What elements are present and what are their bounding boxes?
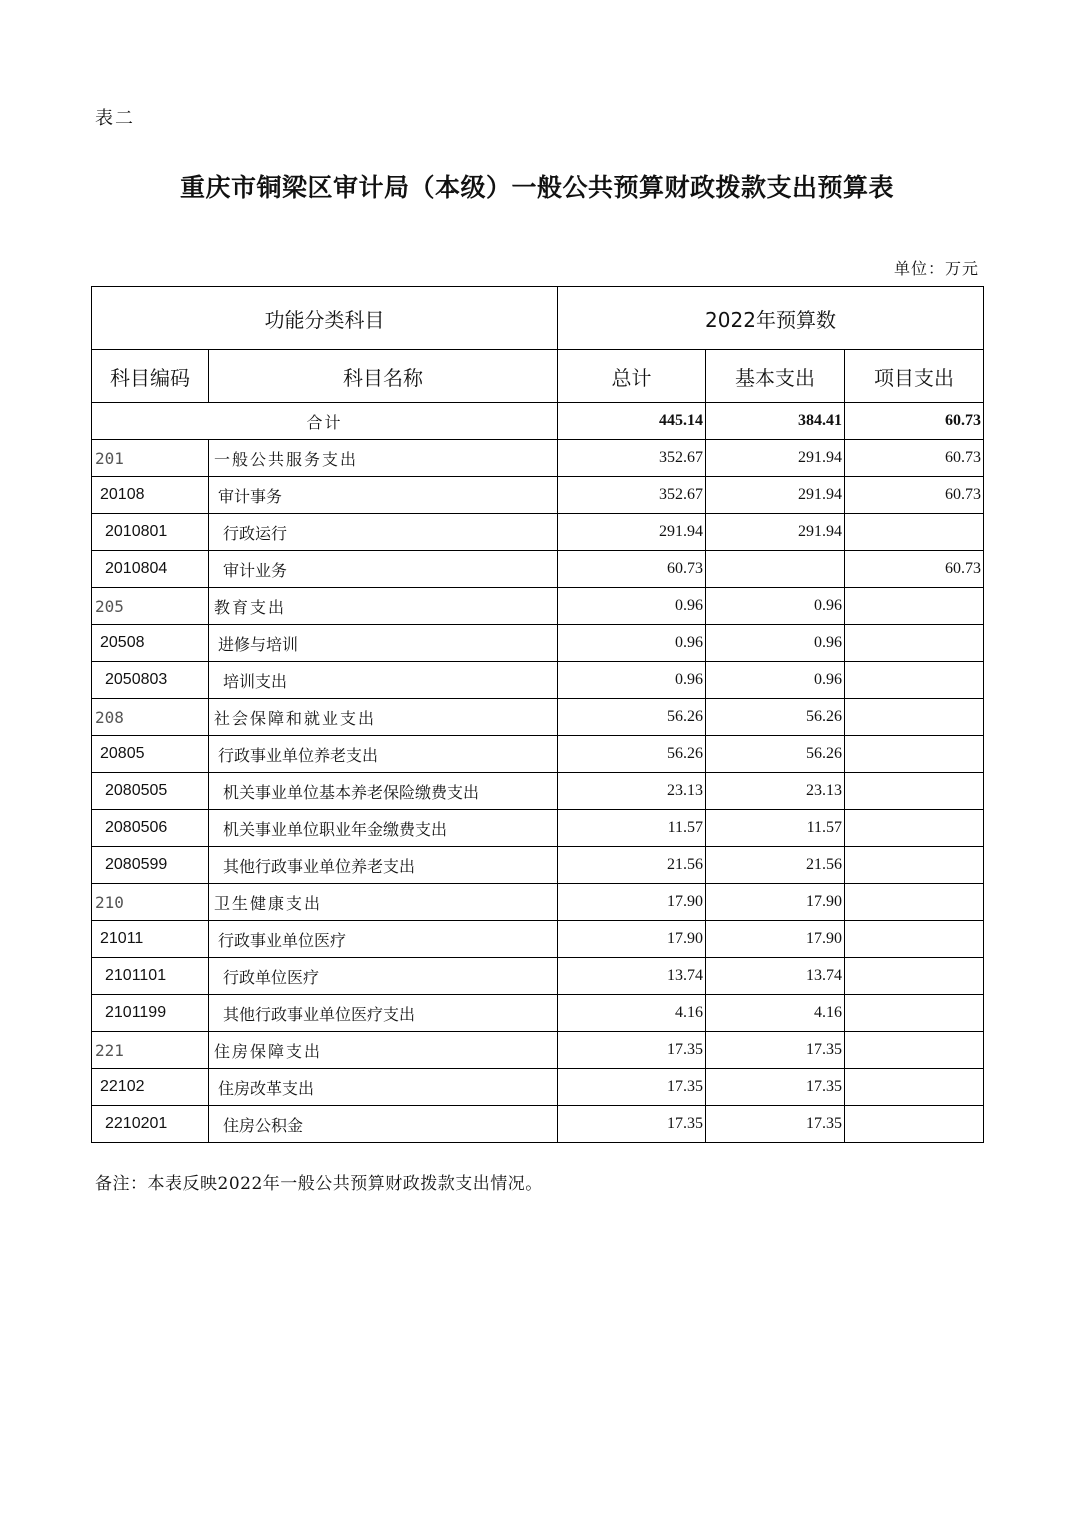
row-basic [706,551,845,588]
row-project: 60.73 [845,477,984,514]
row-project [845,995,984,1032]
row-total: 17.35 [558,1032,706,1069]
row-project [845,773,984,810]
row-basic: 21.56 [706,847,845,884]
budget-table [91,286,984,1143]
row-total: 17.35 [558,1106,706,1143]
row-basic: 291.94 [706,514,845,551]
row-basic: 17.35 [706,1032,845,1069]
row-code: 2210201 [92,1106,209,1143]
row-name: 机关事业单位职业年金缴费支出 [209,810,558,847]
footnote: 备注：本表反映2022年一般公共预算财政拨款支出情况。 [95,1174,543,1194]
row-basic: 17.90 [706,921,845,958]
header-code: 科目编码 [92,350,209,403]
row-project [845,810,984,847]
row-name: 其他行政事业单位养老支出 [209,847,558,884]
header-row-group [92,287,984,350]
row-total: 17.35 [558,1069,706,1106]
row-name: 一般公共服务支出 [209,440,558,477]
total-label: 合计 [92,403,558,440]
row-code: 2080599 [92,847,209,884]
table-row [92,736,984,773]
row-project [845,699,984,736]
row-name: 行政单位医疗 [209,958,558,995]
row-total: 291.94 [558,514,706,551]
row-total: 23.13 [558,773,706,810]
table-row [92,810,984,847]
row-code: 22102 [92,1069,209,1106]
row-name: 培训支出 [209,662,558,699]
row-code: 2010804 [92,551,209,588]
row-name: 审计事务 [209,477,558,514]
row-basic: 11.57 [706,810,845,847]
table-row [92,1032,984,1069]
row-project [845,847,984,884]
row-name: 行政事业单位养老支出 [209,736,558,773]
total-row [92,403,984,440]
table-row [92,958,984,995]
row-basic: 0.96 [706,588,845,625]
row-code: 20508 [92,625,209,662]
table-row [92,588,984,625]
row-total: 0.96 [558,662,706,699]
row-total: 17.90 [558,921,706,958]
table-row [92,477,984,514]
row-total: 0.96 [558,625,706,662]
table-row [92,514,984,551]
row-total: 352.67 [558,477,706,514]
row-total: 56.26 [558,699,706,736]
row-basic: 4.16 [706,995,845,1032]
total-sum: 445.14 [558,403,706,440]
table-row [92,773,984,810]
row-project [845,1069,984,1106]
table-row [92,1106,984,1143]
row-code: 20108 [92,477,209,514]
row-total: 352.67 [558,440,706,477]
row-basic: 291.94 [706,477,845,514]
row-project [845,884,984,921]
row-project [845,1106,984,1143]
row-code: 201 [92,440,209,477]
row-code: 2080505 [92,773,209,810]
table-row [92,662,984,699]
table-row [92,1069,984,1106]
header-project: 项目支出 [845,350,984,403]
row-name: 教育支出 [209,588,558,625]
row-name: 机关事业单位基本养老保险缴费支出 [209,773,558,810]
row-code: 2010801 [92,514,209,551]
row-total: 17.90 [558,884,706,921]
row-project [845,958,984,995]
page-title: 重庆市铜梁区审计局（本级）一般公共预算财政拨款支出预算表 [179,173,894,202]
row-total: 60.73 [558,551,706,588]
header-row-columns [92,350,984,403]
row-code: 221 [92,1032,209,1069]
row-name: 其他行政事业单位医疗支出 [209,995,558,1032]
row-code: 21011 [92,921,209,958]
row-project [845,921,984,958]
row-project [845,514,984,551]
total-project: 60.73 [845,403,984,440]
row-project [845,1032,984,1069]
table-row [92,699,984,736]
row-code: 2101199 [92,995,209,1032]
row-name: 住房保障支出 [209,1032,558,1069]
row-total: 21.56 [558,847,706,884]
row-project [845,662,984,699]
table-row [92,551,984,588]
table-row [92,625,984,662]
row-project [845,736,984,773]
row-name: 住房改革支出 [209,1069,558,1106]
row-basic: 17.35 [706,1106,845,1143]
header-budget-year: 2022年预算数 [558,287,984,350]
row-name: 住房公积金 [209,1106,558,1143]
row-total: 4.16 [558,995,706,1032]
header-basic: 基本支出 [706,350,845,403]
row-name: 审计业务 [209,551,558,588]
row-name: 社会保障和就业支出 [209,699,558,736]
table-row [92,884,984,921]
row-name: 进修与培训 [209,625,558,662]
row-basic: 0.96 [706,625,845,662]
row-basic: 13.74 [706,958,845,995]
table-row [92,847,984,884]
row-basic: 0.96 [706,662,845,699]
row-basic: 23.13 [706,773,845,810]
row-total: 11.57 [558,810,706,847]
header-total: 总计 [558,350,706,403]
table-row [92,995,984,1032]
row-project [845,625,984,662]
header-function-category: 功能分类科目 [92,287,558,350]
row-code: 20805 [92,736,209,773]
row-basic: 56.26 [706,736,845,773]
row-code: 2050803 [92,662,209,699]
row-total: 13.74 [558,958,706,995]
row-project: 60.73 [845,551,984,588]
row-name: 卫生健康支出 [209,884,558,921]
row-basic: 56.26 [706,699,845,736]
table-row [92,440,984,477]
header-name: 科目名称 [209,350,558,403]
row-basic: 291.94 [706,440,845,477]
row-code: 2080506 [92,810,209,847]
total-basic: 384.41 [706,403,845,440]
row-basic: 17.90 [706,884,845,921]
row-name: 行政运行 [209,514,558,551]
row-name: 行政事业单位医疗 [209,921,558,958]
table-row [92,921,984,958]
row-code: 2101101 [92,958,209,995]
row-code: 210 [92,884,209,921]
row-project: 60.73 [845,440,984,477]
row-code: 205 [92,588,209,625]
document-label: 表二 [95,108,135,129]
row-code: 208 [92,699,209,736]
unit-note: 单位：万元 [893,259,979,278]
row-basic: 17.35 [706,1069,845,1106]
row-total: 56.26 [558,736,706,773]
row-project [845,588,984,625]
row-total: 0.96 [558,588,706,625]
